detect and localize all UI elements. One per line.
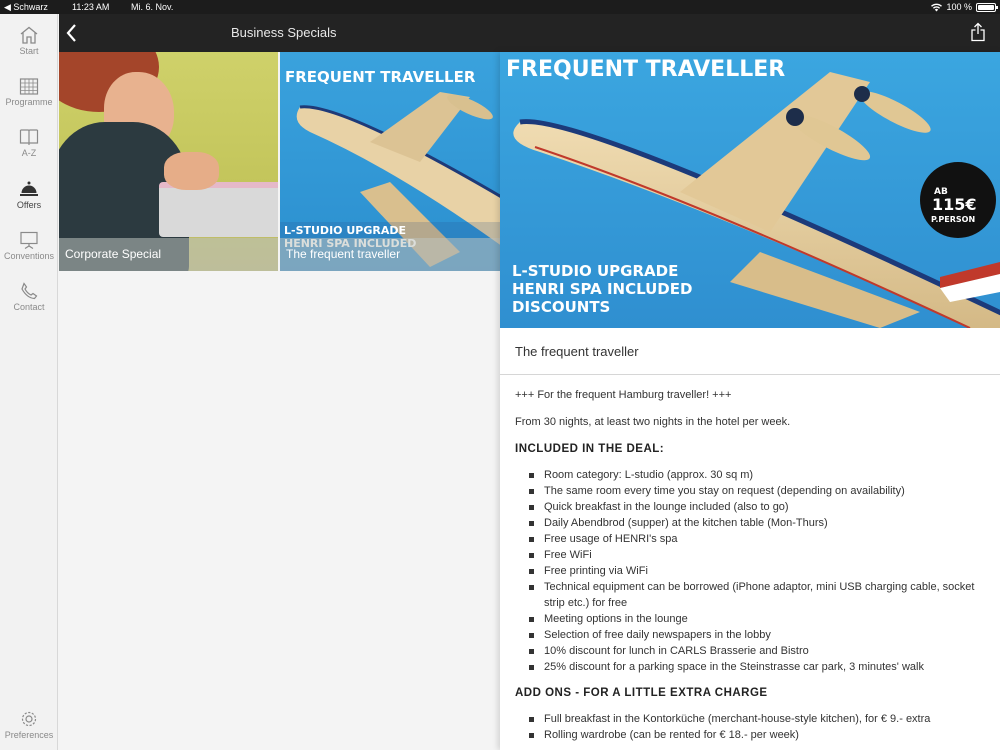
intro-text: +++ For the frequent Hamburg traveller! +++ <box>515 389 732 401</box>
offer-hero-image <box>500 52 1000 328</box>
poster-bullet: L-STUDIO UPGRADE <box>284 224 406 237</box>
offer-tile-frequent-traveller[interactable] <box>280 52 500 271</box>
sidebar-item-label: Offers <box>16 200 42 210</box>
included-heading: INCLUDED IN THE DEAL: <box>515 443 665 455</box>
list-item: Technical equipment can be borrowed (iPhone adaptor, mini USB charging cable, socket strip etc.) for free <box>529 579 985 611</box>
offer-description <box>515 387 985 750</box>
page-title: Business Specials <box>231 25 337 40</box>
share-button[interactable] <box>970 22 986 47</box>
battery-icon <box>976 3 996 12</box>
price-amount: 115€ <box>932 195 977 214</box>
offers-grid <box>59 52 500 750</box>
sidebar-item-conventions[interactable] <box>0 231 58 261</box>
book-icon <box>19 128 39 146</box>
phone-icon <box>19 282 39 300</box>
status-bar <box>0 0 1000 14</box>
addons-list <box>529 711 985 743</box>
list-item: Rolling wardrobe (can be rented for € 18.- per week) <box>529 727 985 743</box>
list-item: Full breakfast in the Kontorküche (merchant-house-style kitchen), for € 9.- extra <box>529 711 985 727</box>
list-item: Quick breakfast in the lounge included (also to go) <box>529 499 985 515</box>
top-bar <box>59 14 1000 52</box>
date: Mi. 6. Nov. <box>131 2 174 12</box>
price-per: P.PERSON <box>931 215 976 224</box>
hero-bullet: L-STUDIO UPGRADE <box>512 262 679 280</box>
service-bell-icon <box>19 180 39 198</box>
included-list <box>529 467 985 675</box>
sidebar-item-label: Contact <box>13 302 45 312</box>
sidebar-item-start[interactable] <box>0 26 58 56</box>
sidebar-item-label: Preferences <box>4 730 54 740</box>
carrier-label: ◀ Schwarz <box>4 2 48 12</box>
status-right <box>931 0 996 14</box>
wifi-icon <box>931 3 942 12</box>
back-button[interactable] <box>65 23 79 48</box>
hero-bullet: DISCOUNTS <box>512 298 611 316</box>
sidebar-item-label: Programme <box>5 97 53 107</box>
divider <box>500 374 1000 375</box>
sidebar-item-preferences[interactable] <box>0 710 58 740</box>
home-icon <box>19 26 39 44</box>
sidebar <box>0 14 58 750</box>
tile-image-detail <box>164 152 219 190</box>
tile-caption: Corporate Special <box>59 238 278 271</box>
list-item: The same room every time you stay on request (depending on availability) <box>529 483 985 499</box>
list-item: Free usage of HENRI's spa <box>529 531 985 547</box>
tile-caption: The frequent traveller <box>280 238 500 271</box>
offer-title: The frequent traveller <box>515 344 639 359</box>
offer-tile-corporate-special[interactable] <box>59 52 278 271</box>
list-item: Room category: L-studio (approx. 30 sq m) <box>529 467 985 483</box>
sidebar-item-offers[interactable] <box>0 180 58 210</box>
poster-headline: FREQUENT TRAVELLER <box>285 68 476 86</box>
offer-detail-panel <box>500 52 1000 750</box>
list-item: 10% discount for lunch in CARLS Brasserie and Bistro <box>529 643 985 659</box>
nights-text: From 30 nights, at least two nights in the hotel per week. <box>515 416 791 428</box>
sidebar-item-programme[interactable] <box>0 77 58 107</box>
sidebar-item-a-z[interactable] <box>0 128 58 158</box>
list-item: Daily Abendbrod (supper) at the kitchen table (Mon-Thurs) <box>529 515 985 531</box>
hero-headline: FREQUENT TRAVELLER <box>506 57 786 82</box>
hero-bullet: HENRI SPA INCLUDED <box>512 280 693 298</box>
gear-icon <box>19 710 39 728</box>
share-icon <box>970 22 986 42</box>
sidebar-item-contact[interactable] <box>0 282 58 312</box>
addons-heading: ADD ONS - FOR A LITTLE EXTRA CHARGE <box>515 687 768 699</box>
tile-image-detail <box>159 182 278 237</box>
calendar-icon <box>19 77 39 95</box>
list-item: Selection of free daily newspapers in the lobby <box>529 627 985 643</box>
list-item: Free printing via WiFi <box>529 563 985 579</box>
sidebar-item-label: Start <box>19 46 39 56</box>
list-item: Free WiFi <box>529 547 985 563</box>
price-ab: AB <box>934 187 948 197</box>
chevron-left-icon <box>65 23 79 43</box>
list-item: 25% discount for a parking space in the Steinstrasse car park, 3 minutes' walk <box>529 659 985 675</box>
battery-percent: 100 % <box>946 2 972 12</box>
clock: 11:23 AM <box>72 2 110 12</box>
sidebar-item-label: Conventions <box>3 251 55 261</box>
presentation-icon <box>19 231 39 249</box>
list-item: Meeting options in the lounge <box>529 611 985 627</box>
sidebar-item-label: A-Z <box>21 148 37 158</box>
